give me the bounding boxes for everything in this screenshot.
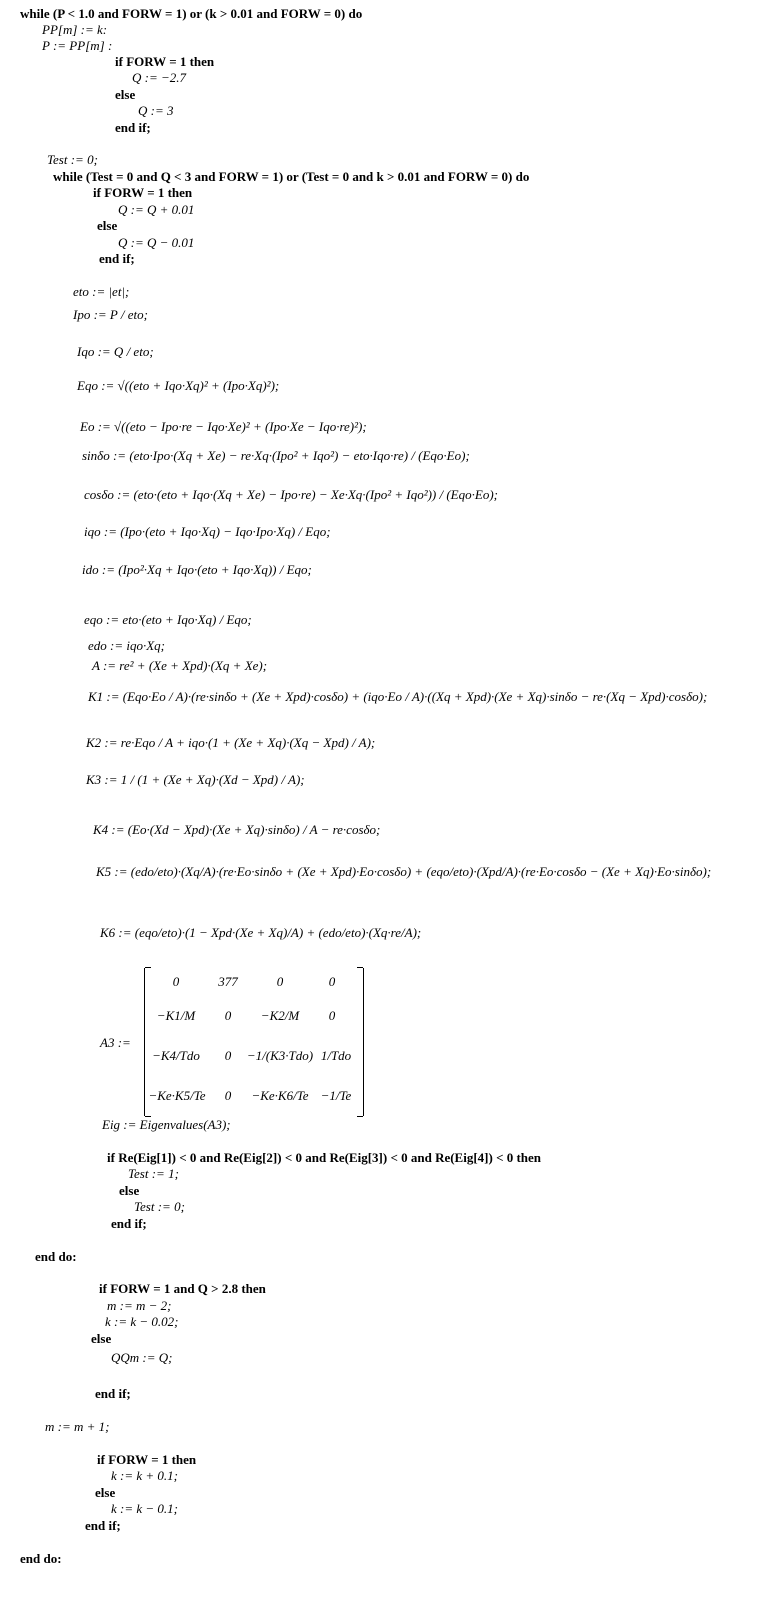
while-outer: while (P < 1.0 and FORW = 1) or (k > 0.01 and FORW = 0) do: [20, 6, 363, 21]
sin-formula: sinδo := (eto·Ipo·(Xq + Xe) − re·Xq·(Ipo² + Iqo²) − eto·Iqo·re) / (Eqo·Eo);: [82, 448, 470, 463]
matrix-cell: 377: [218, 974, 238, 989]
matrix-cell: 0: [172, 974, 180, 989]
if-forw-1: if FORW = 1 then: [115, 54, 215, 69]
while-inner: while (Test = 0 and Q < 3 and FORW = 1) or (Test = 0 and k > 0.01 and FORW = 0) do: [53, 169, 530, 184]
k3-formula: K3 := 1 / (1 + (Xe + Xq)·(Xd − Xpd) / A);: [86, 772, 305, 787]
else-5: else: [95, 1485, 116, 1500]
p-assign: P := PP[m] :: [42, 38, 113, 53]
iqo-formula: Iqo := Q / eto;: [77, 344, 154, 359]
test-one: Test := 1;: [128, 1166, 179, 1181]
matrix-cell: −K1/M: [156, 1008, 196, 1023]
test-zero: Test := 0;: [134, 1199, 185, 1214]
ipo-formula: Ipo := P / eto;: [73, 307, 148, 322]
k-minus-002: k := k − 0.02;: [105, 1314, 179, 1329]
else-3: else: [119, 1183, 140, 1198]
endif-2: end if;: [99, 251, 135, 266]
matrix-cell: 0: [276, 974, 284, 989]
matrix-a3: [144, 968, 364, 1116]
q-inc: Q := Q + 0.01: [118, 202, 195, 217]
eto-assign: eto := |et|;: [73, 284, 130, 299]
endif-3: end if;: [111, 1216, 147, 1231]
k-plus: k := k + 0.1;: [111, 1468, 178, 1483]
else-4: else: [91, 1331, 112, 1346]
else-2: else: [97, 218, 118, 233]
matrix-cell: −K2/M: [260, 1008, 300, 1023]
iqo-lower-formula: iqo := (Ipo·(eto + Iqo·Xq) − Iqo·Ipo·Xq) / Eqo;: [84, 524, 331, 539]
endif-4: end if;: [95, 1386, 131, 1401]
if-eig: if Re(Eig[1]) < 0 and Re(Eig[2]) < 0 and Re(Eig[3]) < 0 and Re(Eig[4]) < 0 then: [107, 1150, 542, 1165]
matrix-cell: −1/Te: [320, 1088, 352, 1103]
matrix-cell: −Ke·K6/Te: [251, 1088, 309, 1103]
test-init: Test := 0;: [47, 152, 98, 167]
k-minus: k := k − 0.1;: [111, 1501, 178, 1516]
matrix-cell: 0: [224, 1048, 232, 1063]
m-minus-2: m := m − 2;: [107, 1298, 172, 1313]
eqo-lower-formula: eqo := eto·(eto + Iqo·Xq) / Eqo;: [84, 612, 252, 627]
if-forw-3: if FORW = 1 then: [97, 1452, 197, 1467]
eqo-formula: Eqo := √((eto + Iqo·Xq)² + (Ipo·Xq)²);: [77, 378, 280, 393]
matrix-label: A3 :=: [100, 1035, 131, 1050]
q-dec: Q := Q − 0.01: [118, 235, 195, 250]
eig-assign: Eig := Eigenvalues(A3);: [102, 1117, 231, 1132]
matrix-cell: 0: [328, 1008, 336, 1023]
eo-formula: Eo := √((eto − Ipo·re − Iqo·Xe)² + (Ipo·Xe − Iqo·re)²);: [80, 419, 367, 434]
k4-formula: K4 := (Eo·(Xd − Xpd)·(Xe + Xq)·sinδo) / A − re·cosδo;: [93, 822, 381, 837]
matrix-cell: 0: [328, 974, 336, 989]
matrix-cell: −K4/Tdo: [152, 1048, 200, 1063]
qq-assign: QQm := Q;: [111, 1350, 173, 1365]
matrix-cell: 1/Tdo: [320, 1048, 352, 1063]
edo-assign: edo := iqo·Xq;: [88, 638, 166, 653]
if-forw-2: if FORW = 1 then: [93, 185, 193, 200]
k5-formula: K5 := (edo/eto)·(Xq/A)·(re·Eo·sinδo + (Xe + Xpd)·Eo·cosδo) + (eqo/eto)·(Xpd/A)·(re·Eo·cosδo − (Xe + Xq)·Eo·sinδo);: [96, 864, 712, 879]
enddo-outer: end do:: [20, 1551, 62, 1566]
q-neg: Q := −2.7: [132, 70, 187, 85]
ido-formula: ido := (Ipo²·Xq + Iqo·(eto + Iqo·Xq)) / Eqo;: [82, 562, 312, 577]
k2-formula: K2 := re·Eqo / A + iqo·(1 + (Xe + Xq)·(Xq − Xpd) / A);: [86, 735, 376, 750]
endif-1: end if;: [115, 120, 151, 135]
cos-formula: cosδo := (eto·(eto + Iqo·(Xq + Xe) − Ipo·re) − Xe·Xq·(Ipo² + Iqo²)) / (Eqo·Eo);: [84, 487, 498, 502]
k1-formula: K1 := (Eqo·Eo / A)·(re·sinδo + (Xe + Xpd)·cosδo) + (iqo·Eo / A)·((Xq + Xpd)·(Xe + Xq)·sinδo − re·(Xq − Xpd)·cosδo);: [88, 689, 708, 704]
k6-formula: K6 := (eqo/eto)·(1 − Xpd·(Xe + Xq)/A) + (edo/eto)·(Xq·re/A);: [100, 925, 422, 940]
m-plus-1: m := m + 1;: [45, 1419, 110, 1434]
else-1: else: [115, 87, 136, 102]
endif-5: end if;: [85, 1518, 121, 1533]
enddo-inner: end do:: [35, 1249, 77, 1264]
if-q: if FORW = 1 and Q > 2.8 then: [99, 1281, 266, 1296]
matrix-cell: 0: [224, 1008, 232, 1023]
q-pos: Q := 3: [138, 103, 174, 118]
matrix-cell: −1/(K3·Tdo): [246, 1048, 314, 1063]
matrix-cell: 0: [224, 1088, 232, 1103]
pp-assign: PP[m] := k:: [42, 22, 108, 37]
matrix-cell: −Ke·K5/Te: [148, 1088, 206, 1103]
a-assign: A := re² + (Xe + Xpd)·(Xq + Xe);: [92, 658, 268, 673]
